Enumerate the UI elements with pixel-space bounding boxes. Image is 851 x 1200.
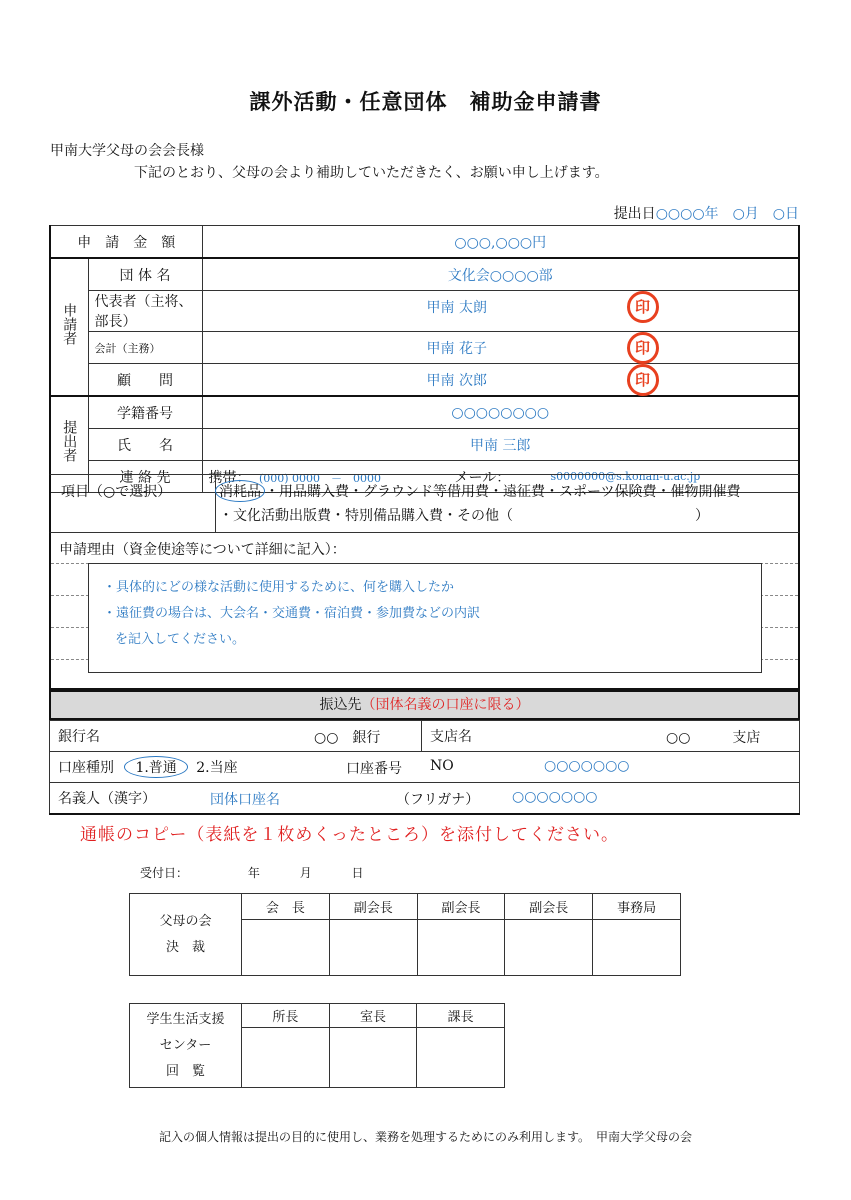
kana-value[interactable]: ○○○○○○○ [512, 789, 598, 805]
holder-label: 名義人（漢字） [58, 791, 156, 807]
approval1-col-3: 副会長 [505, 894, 593, 920]
mail-value[interactable]: s0000000@s.konan-u.ac.jp [550, 470, 701, 483]
holder-value[interactable]: 団体口座名 [210, 792, 280, 808]
rep-value[interactable]: 甲南 太朗 [426, 300, 487, 316]
account-type-selected[interactable]: 1.普通 [124, 756, 187, 778]
approval2-col-2: 課長 [417, 1004, 505, 1028]
reason-note1: ・具体的にどの様な活動に使用するために、何を購入したか [103, 580, 455, 595]
org-label: 団 体 名 [88, 258, 202, 291]
approval1-stamp-3[interactable] [505, 920, 593, 976]
account-number-label: 口座番号 [346, 761, 402, 777]
approval1-stamp-0[interactable] [242, 920, 330, 976]
copy-note: 通帳のコピー（表紙を１枚めくったところ）を添付してください。 [80, 825, 619, 845]
reason-section [49, 532, 800, 690]
name-label: 氏 名 [88, 429, 202, 461]
contact-label: 連 絡 先 [88, 461, 202, 493]
request-text: 下記のとおり、父母の会より補助していただきたく、お願い申し上げます。 [134, 165, 609, 181]
items-label: 項目（○で選択） [61, 484, 172, 500]
addressee: 甲南大学父母の会会長様 [50, 143, 204, 159]
approval1-stamp-4[interactable] [593, 920, 681, 976]
name-value[interactable]: 甲南 三郎 [202, 429, 799, 461]
rep-cell[interactable] [202, 291, 799, 332]
acct-label: 会計（主務） [88, 332, 202, 364]
account-type-other[interactable]: 2.当座 [196, 760, 238, 776]
approval1-stamp-1[interactable] [329, 920, 417, 976]
footer-note: 記入の個人情報は提出の目的に使用し、業務を処理するためにのみ利用します。 甲南大学父母の会 [158, 1130, 693, 1144]
submission-date [614, 203, 799, 223]
approval2-col-1: 室長 [329, 1004, 417, 1028]
date-day[interactable]: ○日 [772, 206, 799, 222]
approval1-col-1: 副会長 [329, 894, 417, 920]
date-label: 提出日 [613, 206, 656, 222]
org-value[interactable]: 文化会○○○○部 [202, 258, 799, 291]
amount-value[interactable]: ○○○,○○○円 [202, 226, 799, 259]
adv-cell[interactable] [202, 364, 799, 397]
approval1-stamp-2[interactable] [417, 920, 505, 976]
approval2-col-0: 所長 [242, 1004, 330, 1028]
transfer-header [49, 690, 800, 720]
acct-stamp-icon: 印 [627, 332, 659, 364]
rep-label: 代表者（主将、部長） [88, 291, 202, 332]
approval1-label: 父母の会 決 裁 [130, 894, 242, 976]
holder-cell [50, 783, 800, 815]
received-date: 受付日： 年 月 日 [140, 866, 364, 880]
applicant-section-label: 申請者 [50, 258, 88, 396]
adv-label: 顧 問 [88, 364, 202, 397]
mobile-label: 携帯： [208, 469, 251, 486]
application-table [49, 225, 800, 493]
reason-note2: ・遠征費の場合は、大会名・交通費・宿泊費・参加費などの内訳 [103, 606, 481, 621]
amount-label: 申 請 金 額 [50, 226, 202, 259]
items-selected[interactable]: 消耗品 [215, 480, 265, 502]
acct-cell[interactable] [202, 332, 799, 364]
approval2-stamp-1[interactable] [329, 1028, 417, 1088]
reason-label: 申請理由（資金使途等について詳細に記入）： [59, 542, 346, 558]
acct-value[interactable]: 甲南 花子 [426, 341, 487, 357]
mail-label: メール： [454, 470, 511, 486]
mobile-value[interactable]: (000) 0000 － 0000 [258, 471, 382, 485]
approval2-stamp-0[interactable] [242, 1028, 330, 1088]
date-month[interactable]: ○月 [732, 206, 759, 222]
bank-value[interactable]: ○○ 銀行 [314, 730, 381, 746]
bank-label: 銀行名 [58, 729, 100, 745]
bank-cell [50, 721, 422, 752]
approval1-col-4: 事務局 [593, 894, 681, 920]
approval1-col-0: 会 長 [242, 894, 330, 920]
transfer-note: （団体名義の口座に限る） [361, 697, 530, 713]
approval-table-parents [129, 893, 681, 976]
items-section [49, 471, 800, 532]
submitter-section-label: 提出者 [50, 396, 88, 493]
items-line2: ・文化活動出版費・特別備品購入費・その他（ ） [219, 508, 709, 524]
adv-stamp-icon: 印 [627, 364, 659, 396]
account-type-label: 口座種別 [58, 760, 114, 776]
reason-note3: を記入してください。 [115, 632, 246, 647]
branch-value[interactable]: ○○ 支店 [666, 730, 761, 746]
bank-table [49, 720, 800, 815]
adv-value[interactable]: 甲南 次郎 [426, 373, 487, 389]
account-number-prefix: NO [430, 758, 454, 774]
approval1-col-2: 副会長 [417, 894, 505, 920]
id-label: 学籍番号 [88, 396, 202, 429]
approval2-label: 学生生活支援 センター 回 覧 [130, 1004, 242, 1088]
approval-table-center [129, 1003, 505, 1088]
rep-stamp-icon: 印 [627, 291, 659, 323]
account-number-value[interactable]: ○○○○○○○ [544, 758, 630, 774]
items-line1: 消耗品 ・用品購入費・グラウンド等借用費・遠征費・スポーツ保険費・催物開催費 [215, 480, 805, 502]
kana-label: （フリガナ） [396, 792, 480, 808]
date-year[interactable]: ○○○○年 [655, 206, 719, 222]
transfer-label: 振込先 [319, 697, 362, 713]
account-type-cell [50, 752, 800, 783]
page-title: 課外活動・任意団体 補助金申請書 [249, 90, 602, 114]
id-value[interactable]: ○○○○○○○○ [202, 396, 799, 429]
approval2-stamp-2[interactable] [417, 1028, 505, 1088]
reason-note-box[interactable] [88, 563, 762, 673]
branch-label: 支店名 [430, 729, 472, 745]
branch-cell [422, 721, 800, 752]
